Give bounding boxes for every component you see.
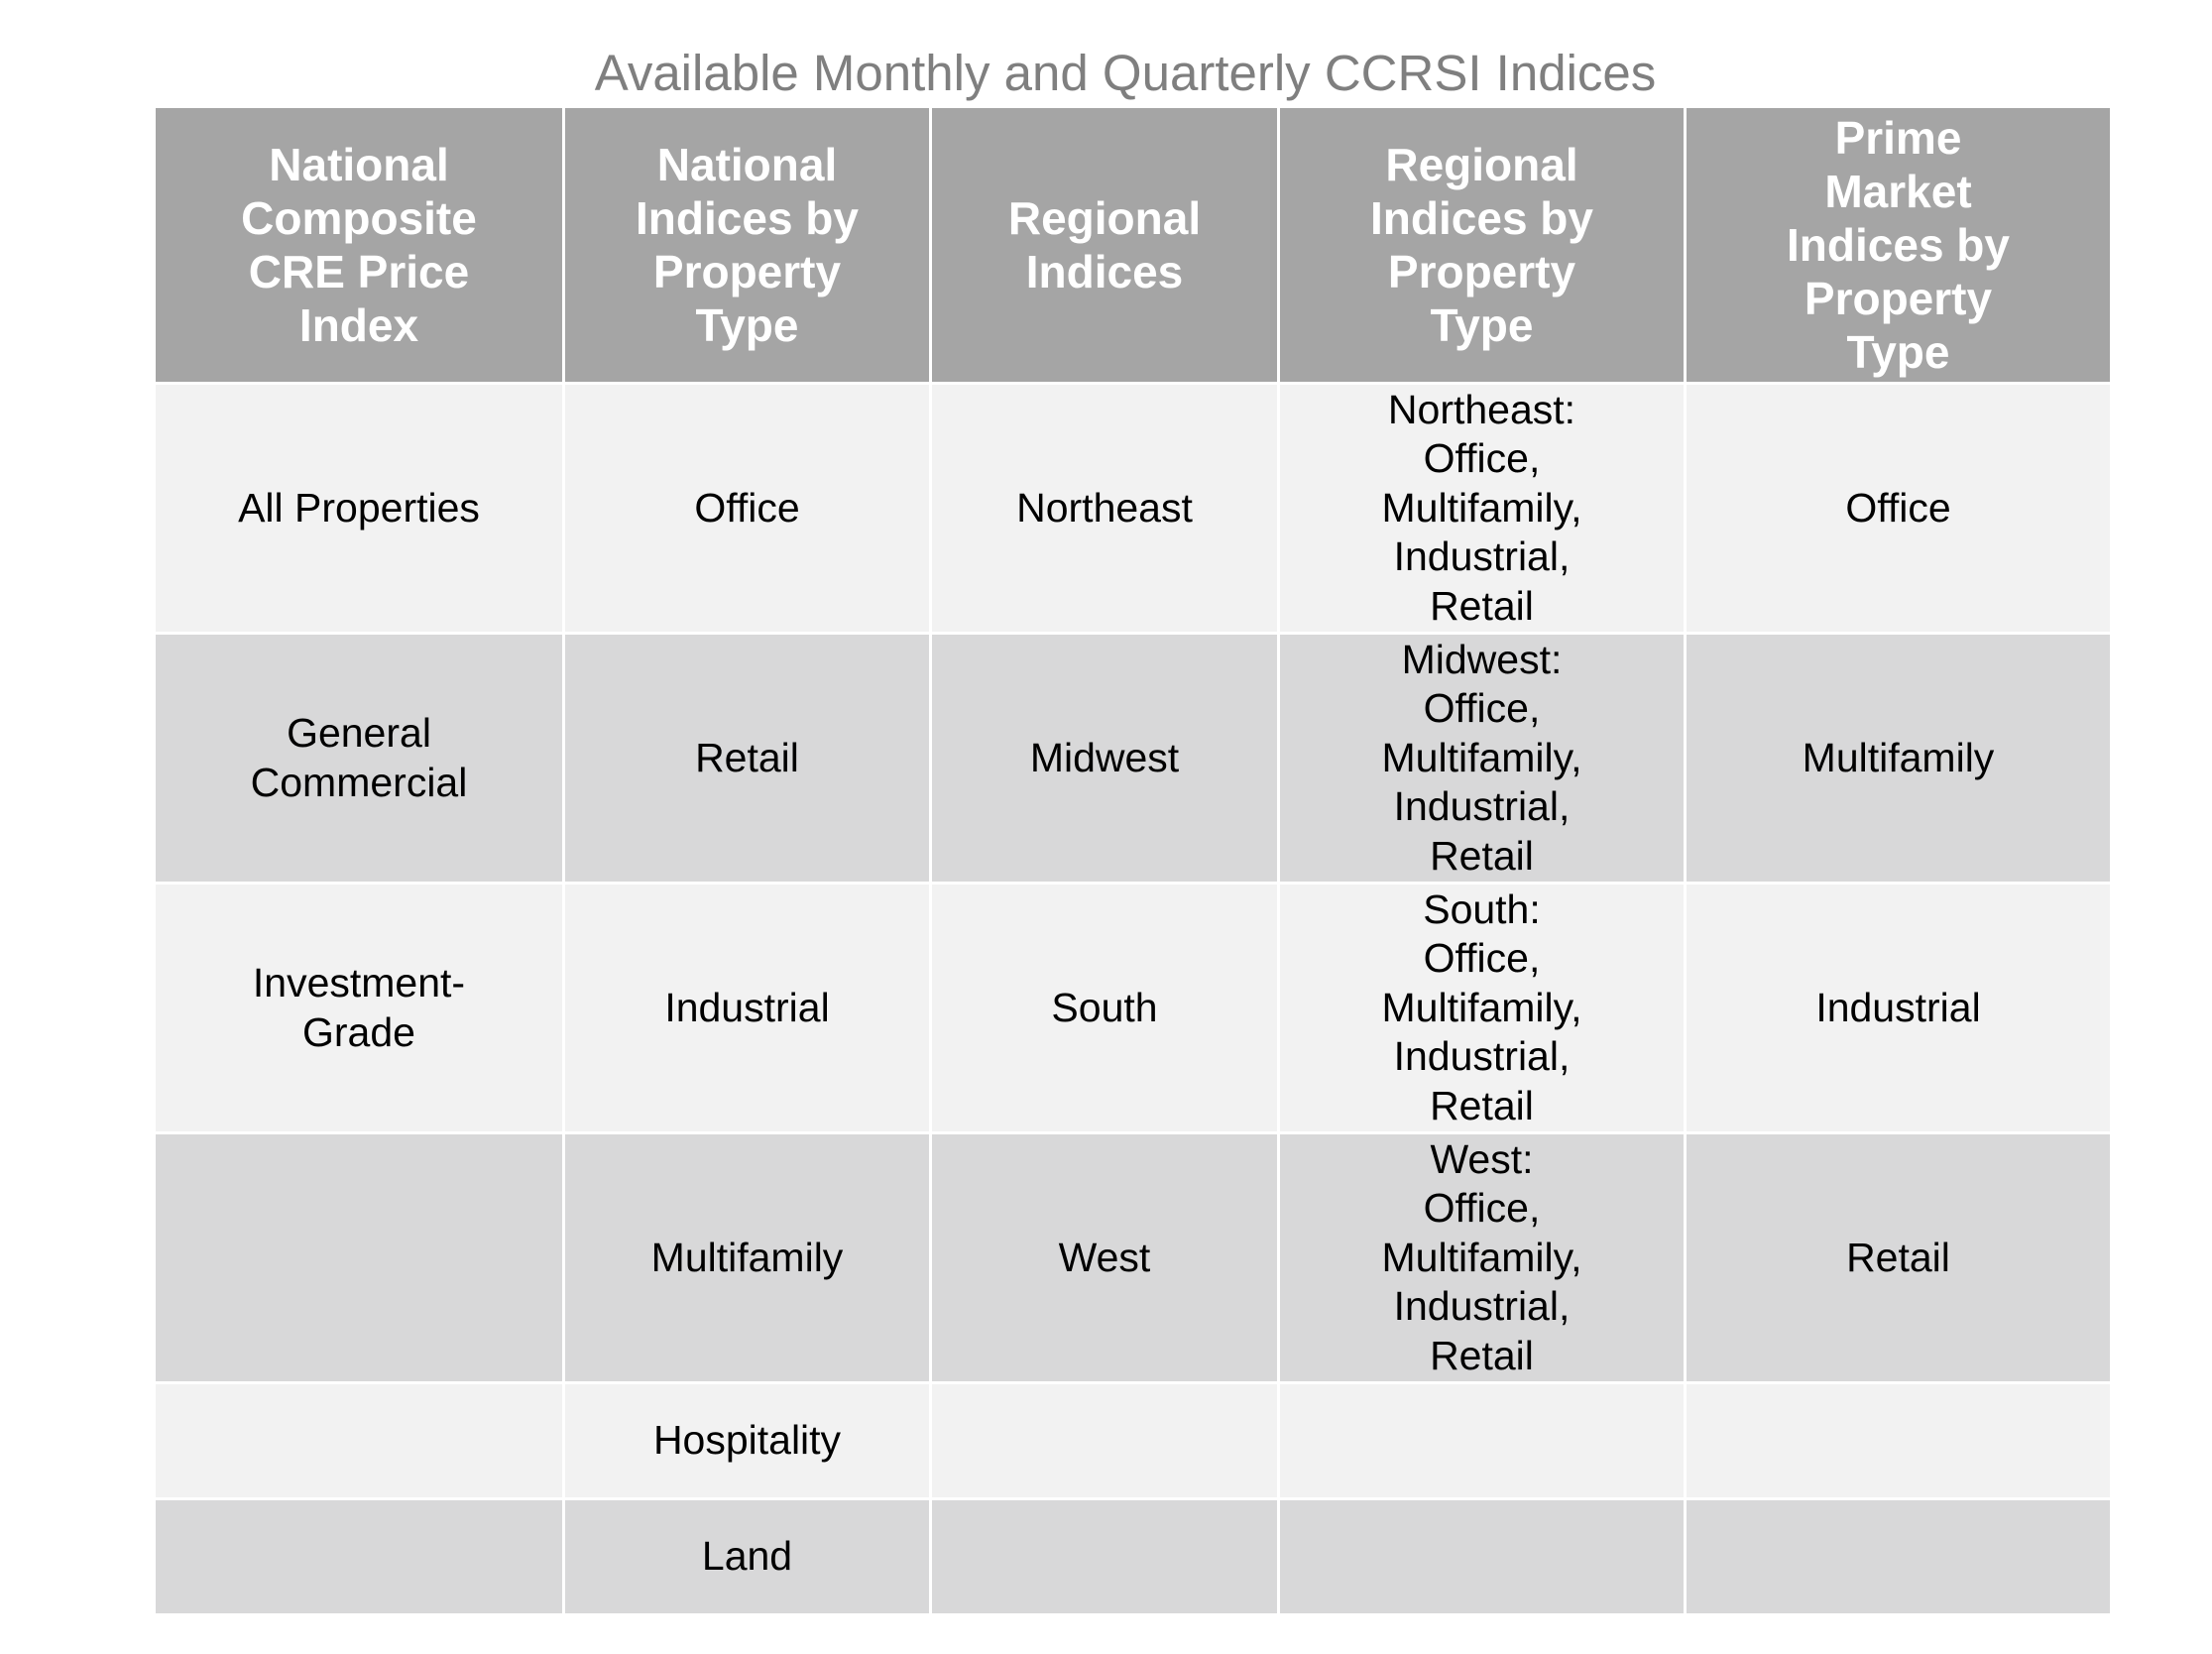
table-row	[155, 1499, 2112, 1615]
table-cell: Multifamily	[564, 1133, 931, 1383]
table-cell: Northeast: Office, Multifamily, Industrial, Retail	[1279, 384, 1686, 634]
table-row	[155, 634, 2112, 884]
table-cell	[1279, 1499, 1686, 1615]
header-row	[155, 107, 2112, 384]
table-cell: Northeast	[931, 384, 1279, 634]
header-national-by-property-type: National Indices by Property Type	[564, 107, 931, 384]
table-cell	[931, 1383, 1279, 1499]
table-row	[155, 884, 2112, 1133]
table-cell	[931, 1499, 1279, 1615]
table-row	[155, 1133, 2112, 1383]
header-national-composite: National Composite CRE Price Index	[155, 107, 564, 384]
header-regional-by-property-type: Regional Indices by Property Type	[1279, 107, 1686, 384]
table-row	[155, 1383, 2112, 1499]
table-cell: Retail	[1686, 1133, 2112, 1383]
table-cell	[155, 1383, 564, 1499]
table-cell	[1686, 1383, 2112, 1499]
table-cell: Land	[564, 1499, 931, 1615]
indices-table	[153, 105, 2113, 1616]
table-cell: Investment- Grade	[155, 884, 564, 1133]
table-cell: Multifamily	[1686, 634, 2112, 884]
table-cell	[155, 1133, 564, 1383]
table-cell: All Properties	[155, 384, 564, 634]
table-cell: Office	[564, 384, 931, 634]
table-cell: Midwest: Office, Multifamily, Industrial, Retail	[1279, 634, 1686, 884]
table-row	[155, 384, 2112, 634]
table-cell	[1279, 1383, 1686, 1499]
table-cell: Industrial	[564, 884, 931, 1133]
table-cell: Retail	[564, 634, 931, 884]
table-cell: West: Office, Multifamily, Industrial, Retail	[1279, 1133, 1686, 1383]
page-title: Available Monthly and Quarterly CCRSI Indices	[594, 45, 1657, 101]
header-regional-indices: Regional Indices	[931, 107, 1279, 384]
table-cell: West	[931, 1133, 1279, 1383]
header-prime-market-by-property-type: Prime Market Indices by Property Type	[1686, 107, 2112, 384]
table-cell: General Commercial	[155, 634, 564, 884]
table-cell: South: Office, Multifamily, Industrial, Retail	[1279, 884, 1686, 1133]
table-cell	[1686, 1499, 2112, 1615]
table-cell	[155, 1499, 564, 1615]
table-cell: Midwest	[931, 634, 1279, 884]
table-cell: Industrial	[1686, 884, 2112, 1133]
table-cell: South	[931, 884, 1279, 1133]
table-cell: Office	[1686, 384, 2112, 634]
table-cell: Hospitality	[564, 1383, 931, 1499]
